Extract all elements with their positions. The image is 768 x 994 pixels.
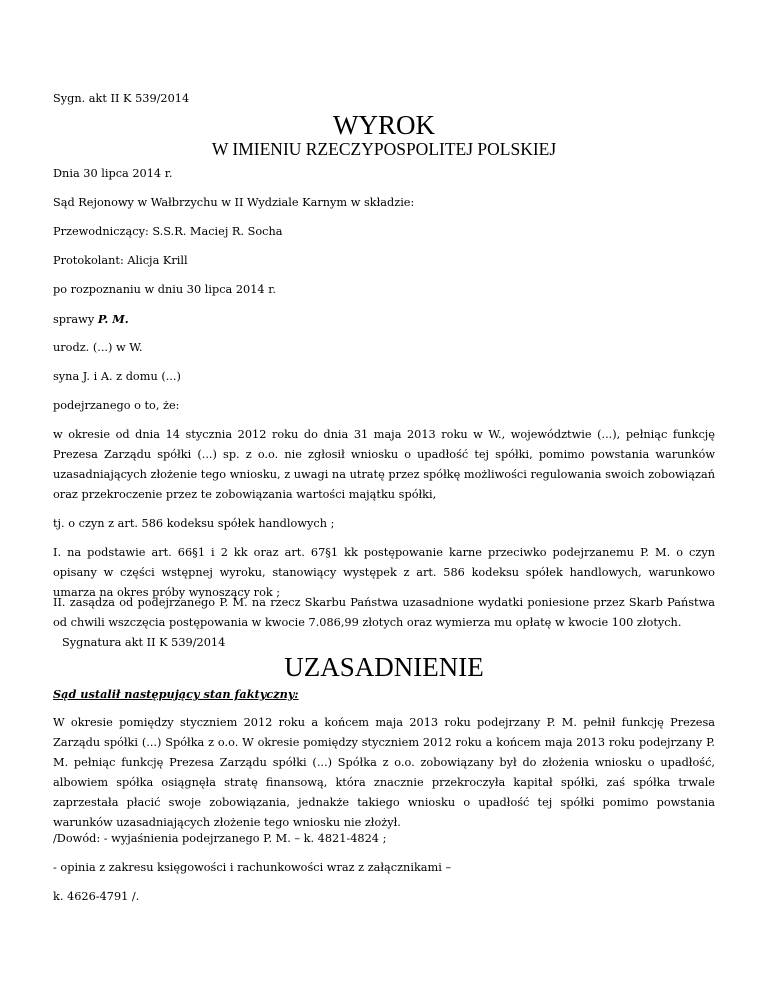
case-prefix: sprawy [53,313,98,326]
verdict-point-1: I. na podstawie art. 66§1 i 2 kk oraz art. 67§1 kk postępowanie karne przeciwko podejrzanemu P. M. o czyn opisany w części wstępnej wyroku, stanowiący występek z art. 586 kodeksu spółek handlowych, warunkowo umarza na okres próby wynoszący rok ; [53,546,715,599]
verdict-point-2: II. zasądza od podejrzanego P. M. na rzecz Skarbu Państwa uzasadnione wydatki poniesione przez Skarb Państwa od chwili wszczęcia postępowania w kwocie 7.086,99 złotych oraz wymierza mu opłatę w kwocie 100 złotych. [53,596,715,629]
evidence-line-2: - opinia z zakresu księgowości i rachunkowości wraz z załącznikami – [53,861,452,874]
justification-signature: Sygnatura akt II K 539/2014 [62,636,226,649]
case-signature: Sygn. akt II K 539/2014 [53,92,190,105]
case-line [53,309,715,330]
justification-title: UZASADNIENIE [284,652,484,682]
presiding-judge: Przewodniczący: S.S.R. Maciej R. Socha [53,225,283,238]
hearing-date: po rozpoznaniu w dniu 30 lipca 2014 r. [53,283,276,296]
accused-of-label: podejrzanego o to, że: [53,399,180,412]
legal-basis: tj. o czyn z art. 586 kodeksu spółek handlowych ; [53,517,335,530]
evidence-line-1: /Dowód: - wyjaśnienia podejrzanego P. M. – k. 4821-4824 ; [53,832,387,845]
court-composition: Sąd Rejonowy w Wałbrzychu w II Wydziale Karnym w składzie: [53,196,415,209]
birth-info: urodz. (...) w W. [53,341,143,354]
accused-name: P. M. [97,312,129,326]
document-title: WYROK [333,110,435,140]
document-subtitle: W IMIENIU RZECZYPOSPOLITEJ POLSKIEJ [211,139,557,159]
evidence-line-3: k. 4626-4791 /. [53,890,140,903]
parents-info: syna J. i A. z domu (...) [53,370,181,383]
verdict-date: Dnia 30 lipca 2014 r. [53,167,173,180]
facts-heading [53,684,715,705]
facts-heading-text: Sąd ustalił następujący stan faktyczny: [53,687,299,701]
court-clerk: Protokolant: Alicja Krill [53,254,188,267]
facts-paragraph: W okresie pomiędzy styczniem 2012 roku a końcem maja 2013 roku podejrzany P. M. pełnił funkcję Prezesa Zarządu spółki (...) Spółka z o.o. W okresie pomiędzy styczniem 2012 roku a końcem maja 2013 roku podejrzany P. M. pełniąc funkcję Prezesa Zarządu spółki (...) Spółka z o.o. zobowiązany był do złożenia wniosku o upadłość, albowiem spółka osiągnęła stratę finansową, która znacznie przekroczyła kapitał spółki, zaś spółka trwale zaprzestała płacić swoje zobowiązania, jednakże takiego wniosku o upadłość tej spółki pomimo powstania warunków uzasadniających złożenie tego wniosku nie złożył. [53,716,715,829]
charge-paragraph: w okresie od dnia 14 stycznia 2012 roku do dnia 31 maja 2013 roku w W., województwie (...), pełniąc funkcję Prezesa Zarządu spółki (...) sp. z o.o. nie zgłosił wniosku o upadłość tej spółki, pomimo powstania warunków uzasadniających złożenie tego wniosku, z uwagi na utratę przez spółkę możliwości regulowania swoich zobowiązań oraz przekroczenie przez te zobowiązania wartości majątku spółki, [53,428,715,501]
